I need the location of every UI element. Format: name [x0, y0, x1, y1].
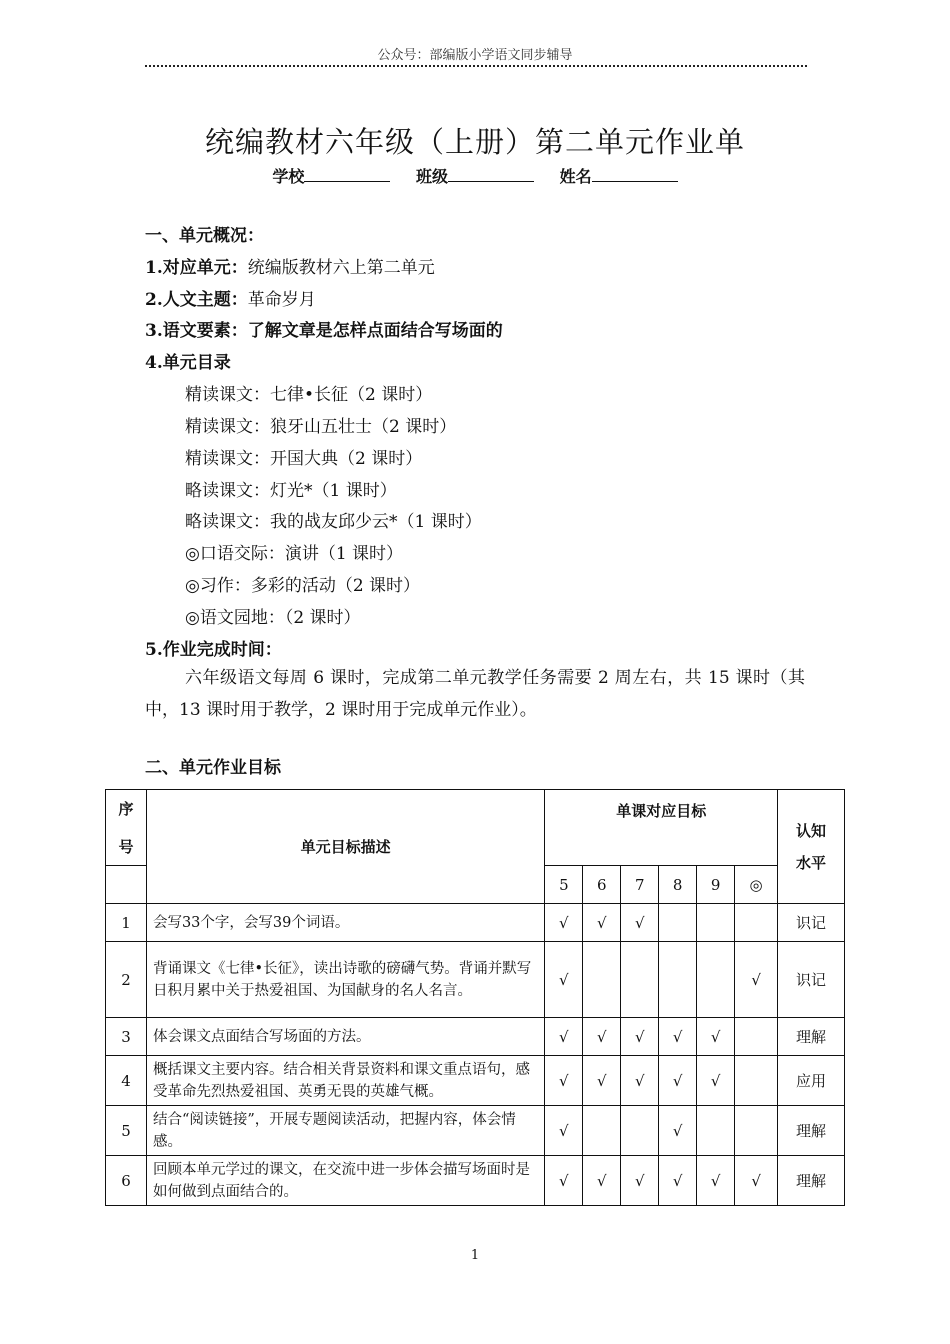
check-mark: √ [621, 1018, 659, 1056]
table-row [106, 904, 845, 942]
check-mark: √ [621, 1156, 659, 1206]
table-row [106, 1018, 845, 1056]
theme-item [145, 285, 316, 310]
header-lesson-targets: 单课对应目标 [545, 790, 778, 866]
row-description: 体会课文点面结合写场面的方法。 [146, 1018, 544, 1056]
check-mark: √ [583, 1018, 621, 1056]
row-number: 1 [106, 904, 147, 942]
row-description: 回顾本单元学过的课文，在交流中进一步体会描写场面时是如何做到点面结合的。 [146, 1156, 544, 1206]
catalog-item: ◎口语交际：演讲（1 课时） [185, 544, 404, 564]
time-heading: 5.作业完成时间： [145, 640, 282, 660]
lesson-number: 5 [545, 866, 583, 904]
check-mark: √ [545, 904, 583, 942]
school-blank[interactable] [304, 167, 390, 182]
unit-item [145, 253, 435, 278]
name-label: 姓名 [559, 167, 592, 186]
goals-table [105, 789, 845, 1206]
page-number: 1 [470, 1248, 480, 1263]
header-divider [145, 65, 807, 67]
empty-cell [583, 1106, 621, 1156]
catalog-item: 精读课文：开国大典（2 课时） [185, 449, 423, 469]
check-mark: √ [659, 1106, 697, 1156]
section2-heading: 二、单元作业目标 [145, 758, 281, 778]
row-number: 2 [106, 942, 147, 1018]
empty-cell [735, 904, 778, 942]
check-mark: √ [659, 1156, 697, 1206]
theme-value: 革命岁月 [247, 290, 316, 310]
lesson-number: ◎ [735, 866, 778, 904]
check-mark: √ [583, 1156, 621, 1206]
lesson-number: 9 [697, 866, 735, 904]
header-no-empty [106, 866, 147, 904]
catalog-item: ◎语文园地：（2 课时） [185, 608, 361, 628]
check-mark: √ [659, 1056, 697, 1106]
empty-cell [697, 942, 735, 1018]
table-row [106, 1106, 845, 1156]
row-number: 6 [106, 1156, 147, 1206]
empty-cell [659, 942, 697, 1018]
check-mark: √ [735, 1156, 778, 1206]
row-number: 5 [106, 1106, 147, 1156]
check-mark: √ [697, 1056, 735, 1106]
row-cognitive-level: 理解 [778, 1156, 845, 1206]
row-number: 3 [106, 1018, 147, 1056]
goal-rows [106, 904, 845, 1206]
check-mark: √ [697, 1156, 735, 1206]
row-number: 4 [106, 1056, 147, 1106]
empty-cell [735, 1018, 778, 1056]
header-no-bottom: 号 [106, 828, 147, 866]
class-blank[interactable] [448, 167, 534, 182]
table-row [106, 1056, 845, 1106]
check-mark: √ [735, 942, 778, 1018]
check-mark: √ [545, 1056, 583, 1106]
row-cognitive-level: 识记 [778, 904, 845, 942]
check-mark: √ [545, 942, 583, 1018]
check-mark: √ [659, 1018, 697, 1056]
header-no-top: 序 [106, 790, 147, 828]
catalog-heading: 4.单元目录 [145, 353, 231, 373]
row-description: 背诵课文《七律•长征》，读出诗歌的磅礴气势。背诵并默写日积月累中关于热爱祖国、为国献身的名人名言。 [146, 942, 544, 1018]
catalog-item: 略读课文：灯光*（1 课时） [185, 481, 397, 501]
catalog-item: 精读课文：狼牙山五壮士（2 课时） [185, 417, 457, 437]
check-mark: √ [545, 1018, 583, 1056]
empty-cell [621, 942, 659, 1018]
unit-label: 1.对应单元： [145, 258, 248, 278]
row-description: 结合“阅读链接”，开展专题阅读活动，把握内容，体会情感。 [146, 1106, 544, 1156]
lesson-number: 6 [583, 866, 621, 904]
student-info-fields [0, 164, 950, 187]
check-mark: √ [545, 1106, 583, 1156]
unit-value: 统编版教材六上第二单元 [247, 258, 435, 278]
table-row [106, 1156, 845, 1206]
lesson-number: 7 [621, 866, 659, 904]
empty-cell [697, 1106, 735, 1156]
lesson-number: 8 [659, 866, 697, 904]
school-label: 学校 [272, 167, 305, 186]
page-header: 公众号：部编版小学语文同步辅导 [377, 48, 573, 63]
catalog-item: ◎习作：多彩的活动（2 课时） [185, 576, 421, 596]
check-mark: √ [697, 1018, 735, 1056]
check-mark: √ [621, 1056, 659, 1106]
empty-cell [735, 1056, 778, 1106]
row-description: 概括课文主要内容。结合相关背景资料和课文重点语句，感受革命先烈热爱祖国、英勇无畏的英雄气概。 [146, 1056, 544, 1106]
theme-label: 2.人文主题： [145, 290, 248, 310]
document-title: 统编教材六年级（上册）第二单元作业单 [204, 125, 745, 159]
header-level-line2: 水平 [796, 853, 827, 872]
empty-cell [697, 904, 735, 942]
row-cognitive-level: 理解 [778, 1018, 845, 1056]
name-blank[interactable] [592, 167, 678, 182]
school-field[interactable] [272, 167, 390, 186]
empty-cell [659, 904, 697, 942]
table-row [106, 942, 845, 1018]
section1-heading: 一、单元概况： [145, 226, 264, 246]
row-cognitive-level: 识记 [778, 942, 845, 1018]
time-paragraph: 六年级语文每周 6 课时，完成第二单元教学任务需要 2 周左右，共 15 课时（其中，13 课时用于教学，2 课时用于完成单元作业）。 [145, 668, 805, 720]
catalog-item: 精读课文：七律•长征（2 课时） [185, 385, 433, 405]
row-cognitive-level: 理解 [778, 1106, 845, 1156]
empty-cell [621, 1106, 659, 1156]
header-description: 单元目标描述 [146, 790, 544, 904]
row-cognitive-level: 应用 [778, 1056, 845, 1106]
empty-cell [583, 942, 621, 1018]
header-cognitive-level [778, 790, 845, 904]
catalog-item: 略读课文：我的战友邱少云*（1 课时） [185, 512, 482, 532]
empty-cell [735, 1106, 778, 1156]
header-level-line1: 认知 [796, 821, 827, 840]
check-mark: √ [545, 1156, 583, 1206]
name-field[interactable] [560, 167, 678, 186]
row-description: 会写33个字，会写39个词语。 [146, 904, 544, 942]
class-field[interactable] [416, 167, 534, 186]
check-mark: √ [583, 904, 621, 942]
check-mark: √ [621, 904, 659, 942]
elements-item: 3.语文要素：了解文章是怎样点面结合写场面的 [145, 321, 503, 341]
class-label: 班级 [415, 167, 448, 186]
check-mark: √ [583, 1056, 621, 1106]
